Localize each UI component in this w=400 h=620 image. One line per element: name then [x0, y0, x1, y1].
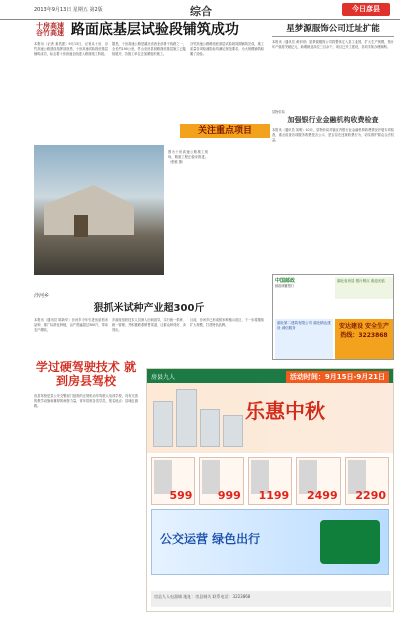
lead-col-2: 据悉，十房高速公路是湖北省西北部骨干线路之一，全长约190公里，竹山至房县段路面底基层施工已陆续展开，各施工单位正加紧组织施工。: [112, 42, 186, 56]
appliance-image: [200, 409, 220, 447]
ad-brand: 房县九人: [151, 374, 176, 381]
ad-postal-text: 邮政储蓄银行: [275, 284, 295, 288]
right-subheadline: 加强银行业金融机构收费检查: [287, 116, 379, 124]
driving-school-text: 房县驾校是县公安交警部门批准的正规机动车驾驶人培训学校，具有完善的教学设施和雄厚的师资力量，常年招收各类学员。报名地点：县城红旗路。: [34, 394, 138, 408]
lead-headline-text: 路面底基层试验段铺筑成功: [70, 22, 239, 38]
price-tile[interactable]: [199, 457, 243, 505]
price-tile[interactable]: [248, 457, 292, 505]
ad-postal[interactable]: [275, 277, 333, 317]
price-value: 599: [169, 489, 193, 502]
price-tile[interactable]: [296, 457, 340, 505]
ad-hero: [147, 383, 393, 453]
appliance-ad[interactable]: [146, 368, 394, 612]
price-row: [147, 453, 393, 509]
ad-safety[interactable]: 安达建设 安全生产 热线：3223868: [335, 319, 393, 359]
photo-caption-text: 图为十房高速公路施工现场，路面工程正稳步推进。（张敏 摄）: [168, 150, 208, 164]
mid-article-head: [34, 292, 264, 314]
small-ads: [272, 274, 394, 360]
right-headline: 星梦源服饰公司迁址扩能: [272, 22, 394, 37]
news-photo: [34, 145, 164, 275]
lead-headline: [34, 22, 264, 38]
lead-columns: [34, 42, 264, 57]
appliance-images: [153, 389, 243, 447]
appliance-image: [176, 389, 196, 447]
focus-banner: 关注重点项目: [180, 124, 270, 138]
bus-image: [320, 520, 380, 564]
appliance-image: [153, 401, 173, 447]
driving-school-ad[interactable]: [34, 360, 138, 610]
right-column: [272, 22, 394, 143]
price-tile[interactable]: [151, 457, 195, 505]
bus-banner[interactable]: [151, 509, 389, 575]
mid-article-columns: [34, 318, 264, 333]
ad-topbar: [147, 369, 393, 383]
ad-hero-title: 乐惠中秋: [245, 399, 325, 423]
driving-school-title: 学过硬驾驶技术 就到房县驾校: [35, 360, 137, 388]
ad-date-badge: 活动时间：9月15日-9月21日: [286, 371, 389, 383]
right-subkicker: 县物价局: [272, 110, 285, 114]
mid-col-1: 本报讯（通讯员 陈新华）沙河乡今年引进优质稻米品种，推广标准化种植，亩产普遍超过300斤，带动农户增收。: [34, 318, 108, 332]
ad-footer: 房县九人电器城 地址：房县城关 联系电话：3223868: [151, 591, 391, 607]
ad-bank[interactable]: 湖北省房县 银行网点 欢迎光临: [335, 277, 393, 299]
issue-date: 2013年9月13日 星期五 第2版: [34, 7, 103, 13]
right-text-2: 本报讯（通讯员 刘明）10月，县物价局对辖区内银行业金融机构收费情况开展专项检查，重点检查各项服务收费是否公示、是否存在违规收费行为，切实维护群众合法权益。: [272, 128, 394, 142]
lead-col-1: 本报讯（记者 姜昌建）9月13日，记者从十房、谷竹高速公路建设指挥部获悉，十房高速试验段底基层铺筑成功，标志着十房高速全面进入路面施工阶段。: [34, 42, 108, 56]
price-value: 999: [217, 489, 241, 502]
price-value: 2290: [355, 489, 387, 502]
lead-kicker: 十房高速 谷竹高速: [36, 22, 64, 37]
newspaper-logo: 今日彦县: [342, 3, 390, 16]
photo-door: [74, 215, 88, 237]
ad-construction[interactable]: 湖北第二建筑有限公司 湖北精达建设 诚信服务: [275, 319, 333, 359]
photo-caption: [168, 150, 208, 165]
bus-banner-text: 公交运营 绿色出行: [160, 532, 261, 546]
page-header: [0, 0, 400, 20]
right-subsection: [272, 110, 394, 143]
mid-headline: 狠抓米试种产业超300斤: [93, 303, 205, 314]
price-value: 1199: [258, 489, 290, 502]
mid-kicker: 沙河乡: [34, 293, 50, 299]
ad-postal-title: 中国邮政: [275, 278, 296, 284]
lead-article: [34, 22, 264, 57]
mid-col-3: 目前，沙河乡已形成稻米种植示范区，下一步将继续扩大规模，打造特色品牌。: [190, 318, 264, 327]
price-value: 2499: [307, 489, 338, 502]
appliance-image: [223, 415, 243, 447]
right-text: 本报讯（通讯员 黄东明）星梦源服饰公司将整体迁入县工业园，扩大生产规模，预计年产值将突破亿元，新增就业岗位三百余个，项目已开工建设，各项手续办理顺利。: [272, 40, 394, 49]
mid-col-2: 乡政府组织技术人员深入田间指导，实行统一供种、统一管理，并积极联系销售渠道，让群众种得好、卖得出。: [112, 318, 186, 332]
photo-building: [44, 185, 134, 235]
price-tile[interactable]: [345, 457, 389, 505]
section-title: 综合: [190, 5, 212, 18]
lead-col-3: 谷竹高速公路路面底基层试验段同期铺筑完成，施工质量各项检测指标均满足规范要求，为大规模铺筑积累了经验。: [190, 42, 264, 56]
